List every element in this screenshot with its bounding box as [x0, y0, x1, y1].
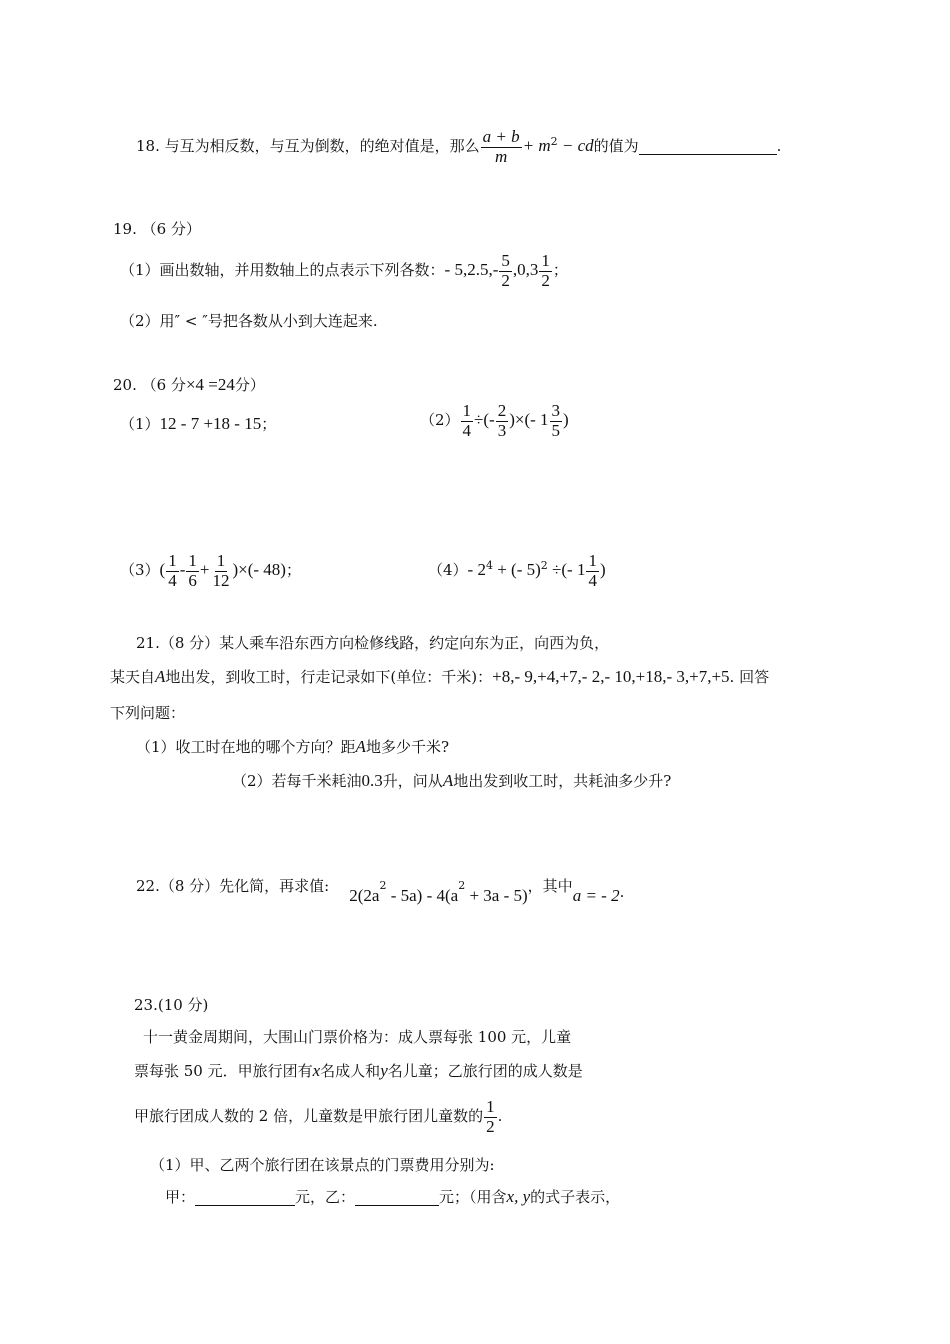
q22-line [136, 876, 625, 905]
q21-part1 [136, 738, 449, 755]
q19-frac2-den: 2 [541, 270, 550, 290]
q22-sup1: 2 [379, 879, 387, 892]
q20-title-a: 20. （6 分 [113, 376, 186, 394]
q23-p1b-d: 的式子表示， [530, 1188, 621, 1206]
q21-l2-b: 地出发，到收工时，行走记录如下(单位：千米)： [165, 668, 493, 686]
q18-text: 18. 与互为相反数，与互为倒数，的绝对值是，那么 [136, 137, 480, 156]
q20-part1 [120, 415, 276, 432]
q20-p2-f1-den: 4 [462, 420, 472, 440]
q23-l3-end: . [497, 1107, 503, 1126]
q20-p2-f2-den: 3 [497, 420, 507, 440]
q20-p2-f3-num: 3 [551, 401, 561, 420]
q23-p1b-a: 甲： [165, 1188, 196, 1206]
q19-frac2-num: 1 [541, 251, 550, 270]
q18-frac-num: a + b [482, 127, 520, 146]
q20-part2 [420, 402, 569, 440]
q20-p3-f1-num: 1 [168, 551, 177, 570]
q20-p4-sup1: 4 [485, 559, 493, 573]
q21-l2-nums: +8,- 9,+4,+7,- 2,- 10,+18,- 3,+7,+5 [492, 667, 730, 686]
q23-l3-f-den: 2 [486, 1116, 495, 1136]
q19-part2: （2）用″ < ″号把各数从小到大连起来. [120, 312, 378, 330]
q21-p2-a: （2）若每千米耗油 [232, 772, 362, 790]
q19-part1-nums: - 5,2.5,- [444, 260, 499, 280]
q20-p2-f2-num: 2 [497, 401, 507, 420]
q21-p2-b: 升，问从 [382, 772, 443, 790]
q20-p3-f2-num: 1 [188, 551, 197, 570]
q21-p2-num: 0.3 [361, 771, 383, 790]
q20-part2-label: （2） [420, 411, 460, 430]
q20-p2-op1: ÷(- [474, 410, 495, 430]
q23-p1b-c: 元；（用含 [439, 1188, 507, 1206]
q20-p3-fraction-2 [186, 552, 199, 590]
q22-sup2: 2 [458, 879, 466, 892]
q19-frac1-num: 5 [501, 251, 510, 270]
q20-p3-fraction-3 [210, 552, 231, 590]
q22-mid: ，其中 [527, 877, 573, 895]
q18-end: . [776, 137, 782, 156]
q18-line [136, 128, 781, 166]
q20-part1-end: ； [261, 415, 277, 433]
q20-p2-fraction-1 [461, 402, 474, 440]
q22-expr-c: + 3a - 5) [465, 886, 528, 905]
q22-end: . [619, 883, 625, 901]
q20-part3-label: （3） [120, 561, 160, 580]
q23-l3-a: 甲旅行团成人数的 2 倍，儿童数是甲旅行团儿童数的 [134, 1107, 484, 1126]
q20-p2-f3-den: 5 [551, 420, 561, 440]
q23-l2-x: x [312, 1061, 321, 1080]
q23-blank-jia [195, 1190, 295, 1206]
q20-p4-end: ) [599, 560, 606, 580]
q18-frac-den: m [494, 146, 508, 166]
q20-p2-end: ) [563, 410, 569, 430]
q20-p2-fraction-2 [496, 402, 509, 440]
q20-p3-end: ； [285, 561, 301, 580]
q20-p3-f2-den: 6 [188, 570, 197, 590]
q23-l3-fraction [484, 1098, 497, 1136]
q23-l2-a: 票每张 50 元．甲旅行团有 [134, 1062, 313, 1080]
q20-p4-b: + (- 5) [492, 560, 541, 580]
q20-p2-fraction-3 [550, 402, 563, 440]
q19-title: 19. （6 分） [113, 220, 201, 238]
q20-p3-f1-den: 4 [168, 570, 177, 590]
q18-answer-blank [639, 139, 777, 155]
q18-expr-plus: + m [522, 136, 551, 156]
q21-p2-c: 地出发到收工时，共耗油多少升? [453, 772, 672, 790]
q20-part4-label: （4） [428, 561, 468, 580]
q22-cond: a = - 2 [572, 886, 620, 905]
q21-l2-var: A [155, 667, 166, 686]
q21-p1-a: （1）收工时在地的哪个方向？距 [136, 738, 356, 756]
q20-p4-sup2: 2 [540, 559, 548, 573]
q18-fraction [481, 128, 522, 166]
q20-p4-c: ÷(- 1 [547, 560, 586, 580]
q20-part1-expr: 12 - 7 +18 - 15 [159, 414, 262, 433]
q20-p4-f-num: 1 [588, 551, 597, 570]
q20-p2-op2: )×(- 1 [509, 410, 549, 430]
q20-p3-op1: - [179, 560, 186, 580]
q20-part3 [120, 552, 301, 590]
q19-part1-mid: ,0,3 [512, 260, 539, 280]
q23-l2-y: y [380, 1061, 388, 1080]
q20-title [113, 376, 265, 393]
q21-l2-end: . 回答 [729, 668, 770, 686]
q19-fraction-2 [539, 252, 552, 290]
q20-p3-f3-den: 12 [212, 570, 230, 590]
q20-part1-label: （1） [120, 415, 160, 433]
q19-frac1-den: 2 [501, 270, 510, 290]
q20-part4 [428, 552, 606, 590]
q21-line1: 21.（8 分）某人乘车沿东西方向检修线路，约定向东为正，向西为负， [136, 634, 610, 652]
q23-l3-f-num: 1 [486, 1097, 495, 1116]
q20-p3-close: )×(- 48) [232, 560, 286, 580]
q23-line2 [134, 1062, 583, 1079]
q23-p1b-b: 元，乙： [295, 1188, 356, 1206]
q23-line1: 十一黄金周期间，大围山门票价格为：成人票每张 100 元，儿童 [143, 1028, 572, 1046]
q21-p2-var: A [442, 771, 454, 790]
q23-title: 23.(10 分) [134, 996, 209, 1014]
q21-l2-a: 某天自 [110, 668, 156, 686]
q20-p4-a: - 2 [467, 560, 486, 580]
q23-part1-blanks [165, 1188, 620, 1206]
q20-title-b: ×4 =24 [185, 375, 235, 394]
q19-part1-label: （1）画出数轴，并用数轴上的点表示下列各数： [120, 261, 445, 280]
q21-p1-var: A [355, 737, 366, 756]
q19-part1-end: ； [552, 261, 568, 280]
q20-p4-f-den: 4 [588, 570, 597, 590]
q20-p3-f3-num: 1 [216, 551, 226, 570]
q21-part2 [232, 772, 671, 789]
q20-title-c: 分） [234, 376, 265, 394]
q21-line3: 下列问题： [110, 704, 186, 722]
q23-part1: （1）甲、乙两个旅行团在该景点的门票费用分别为: [150, 1156, 495, 1174]
q22-expr-a: 2(2a [349, 886, 380, 905]
q20-p3-op2: + [199, 560, 210, 580]
q21-p1-b: 地多少千米? [365, 738, 449, 756]
q22-expr-b: - 5a) - 4(a [386, 886, 459, 905]
q23-line3 [134, 1098, 502, 1136]
q18-expr-sup: 2 [550, 135, 558, 149]
q19-part1 [120, 252, 568, 290]
q20-p3-open: ( [159, 560, 166, 580]
q18-expr-tail: − cd [557, 136, 594, 156]
q20-p3-fraction-1 [166, 552, 179, 590]
q23-l2-c: 名儿童；乙旅行团的成人数是 [387, 1062, 583, 1080]
q23-p1b-vars: x, y [506, 1187, 531, 1206]
q19-fraction-1 [499, 252, 512, 290]
q23-l2-b: 名成人和 [320, 1062, 381, 1080]
q23-blank-yi [355, 1190, 439, 1206]
q21-line2 [110, 668, 769, 685]
q20-p2-f1-num: 1 [462, 401, 472, 420]
q20-p4-fraction [586, 552, 599, 590]
q18-tail: 的值为 [593, 137, 639, 156]
q22-label: 22.（8 分）先化简，再求值: [136, 877, 330, 895]
